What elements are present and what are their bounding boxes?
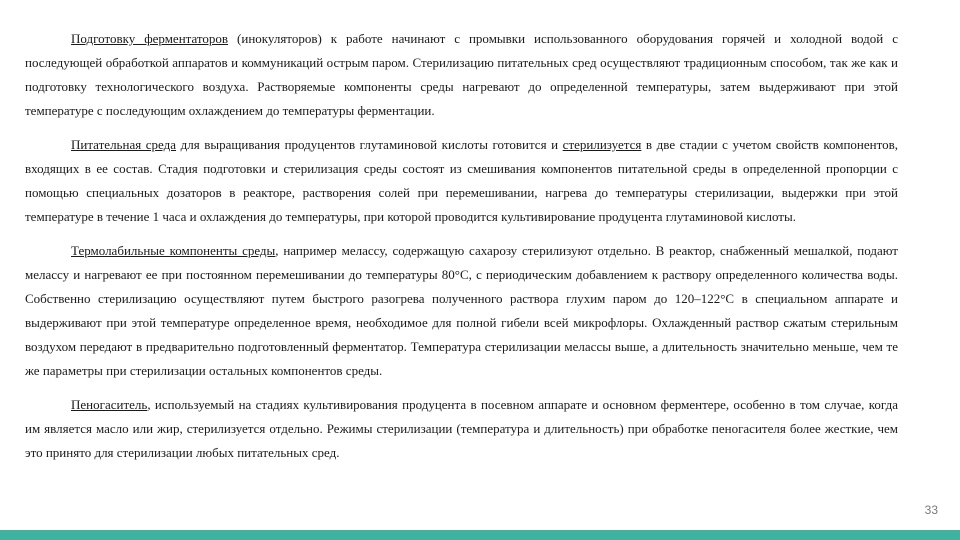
paragraph-text: , используемый на стадиях культивирования продуцента в посевном аппарате и основном ферментере, особенно в том случае, когда им является масло или жир, стерилизуется отдельно. Режимы стерилизации (температура и длительность) при обработке пеногасителя более жесткие, чем это принято для стерилизации любых питательных сред. [25,397,898,460]
term-fermenter-prep: Подготовку ферментаторов [71,31,229,46]
paragraph-thermolabile [25,239,898,383]
term-nutrient-medium: Питательная среда [71,137,177,152]
paragraph-text: для выращивания продуцентов глутаминовой кислоты готовится и [176,137,563,152]
footer-accent-bar [0,530,960,540]
term-defoamer: Пеногаситель [71,397,148,412]
paragraph-text: (инокуляторов) к работе начинают с промывки использованного оборудования горячей и холодной водой с последующей обработкой аппаратов и коммуникаций острым паром. Стерилизацию питательных сред осуществляют традиционным способом, так же как и подготовку технологического воздуха. Растворяемые компоненты среды нагревают до определенной температуры, затем выдерживают при этой температуре с последующим охлаждением до температуры ферментации. [25,31,898,118]
page-number: 33 [924,503,938,517]
paragraph-text: в две стадии с учетом свойств компонентов, входящих в ее состав. Стадия подготовки и стерилизация среды состоят из смешивания компонентов питательной среды в определенной пропорции с помощью специальных дозаторов в реакторе, растворения солей при перемешивании, нагрева до температуры стерилизации, выдержки при этой температуре в течение 1 часа и охлаждения до температуры, при которой проводится культивирование продуцента глутаминовой кислоты. [25,137,898,224]
paragraph-text: , например мелассу, содержащую сахарозу стерилизуют отдельно. В реактор, снабженный мешалкой, подают мелассу и нагревают ее при постоянном перемешивании до температуры 80°С, с периодическим добавлением к раствору определенного количества воды. Собственно стерилизацию осуществляют путем быстрого разогрева полученного раствора глухим паром до 120–122°С в специальном аппарате и выдерживают при этой температуре определенное время, необходимое для полной гибели всей микрофлоры. Охлажденный раствор сжатым стерильным воздухом передают в предварительно подготовленный ферментатор. Температура стерилизации мелассы выше, а длительность значительно меньше, чем те же параметры при стерилизации остальных компонентов среды. [25,243,898,378]
term-thermolabile: Термолабильные компоненты среды [71,243,276,258]
paragraph-defoamer [25,393,898,465]
term-sterilized: стерилизуется [562,137,642,152]
paragraph-nutrient-medium [25,133,898,229]
paragraph-fermenter-prep [25,27,898,123]
document-body [25,27,898,475]
